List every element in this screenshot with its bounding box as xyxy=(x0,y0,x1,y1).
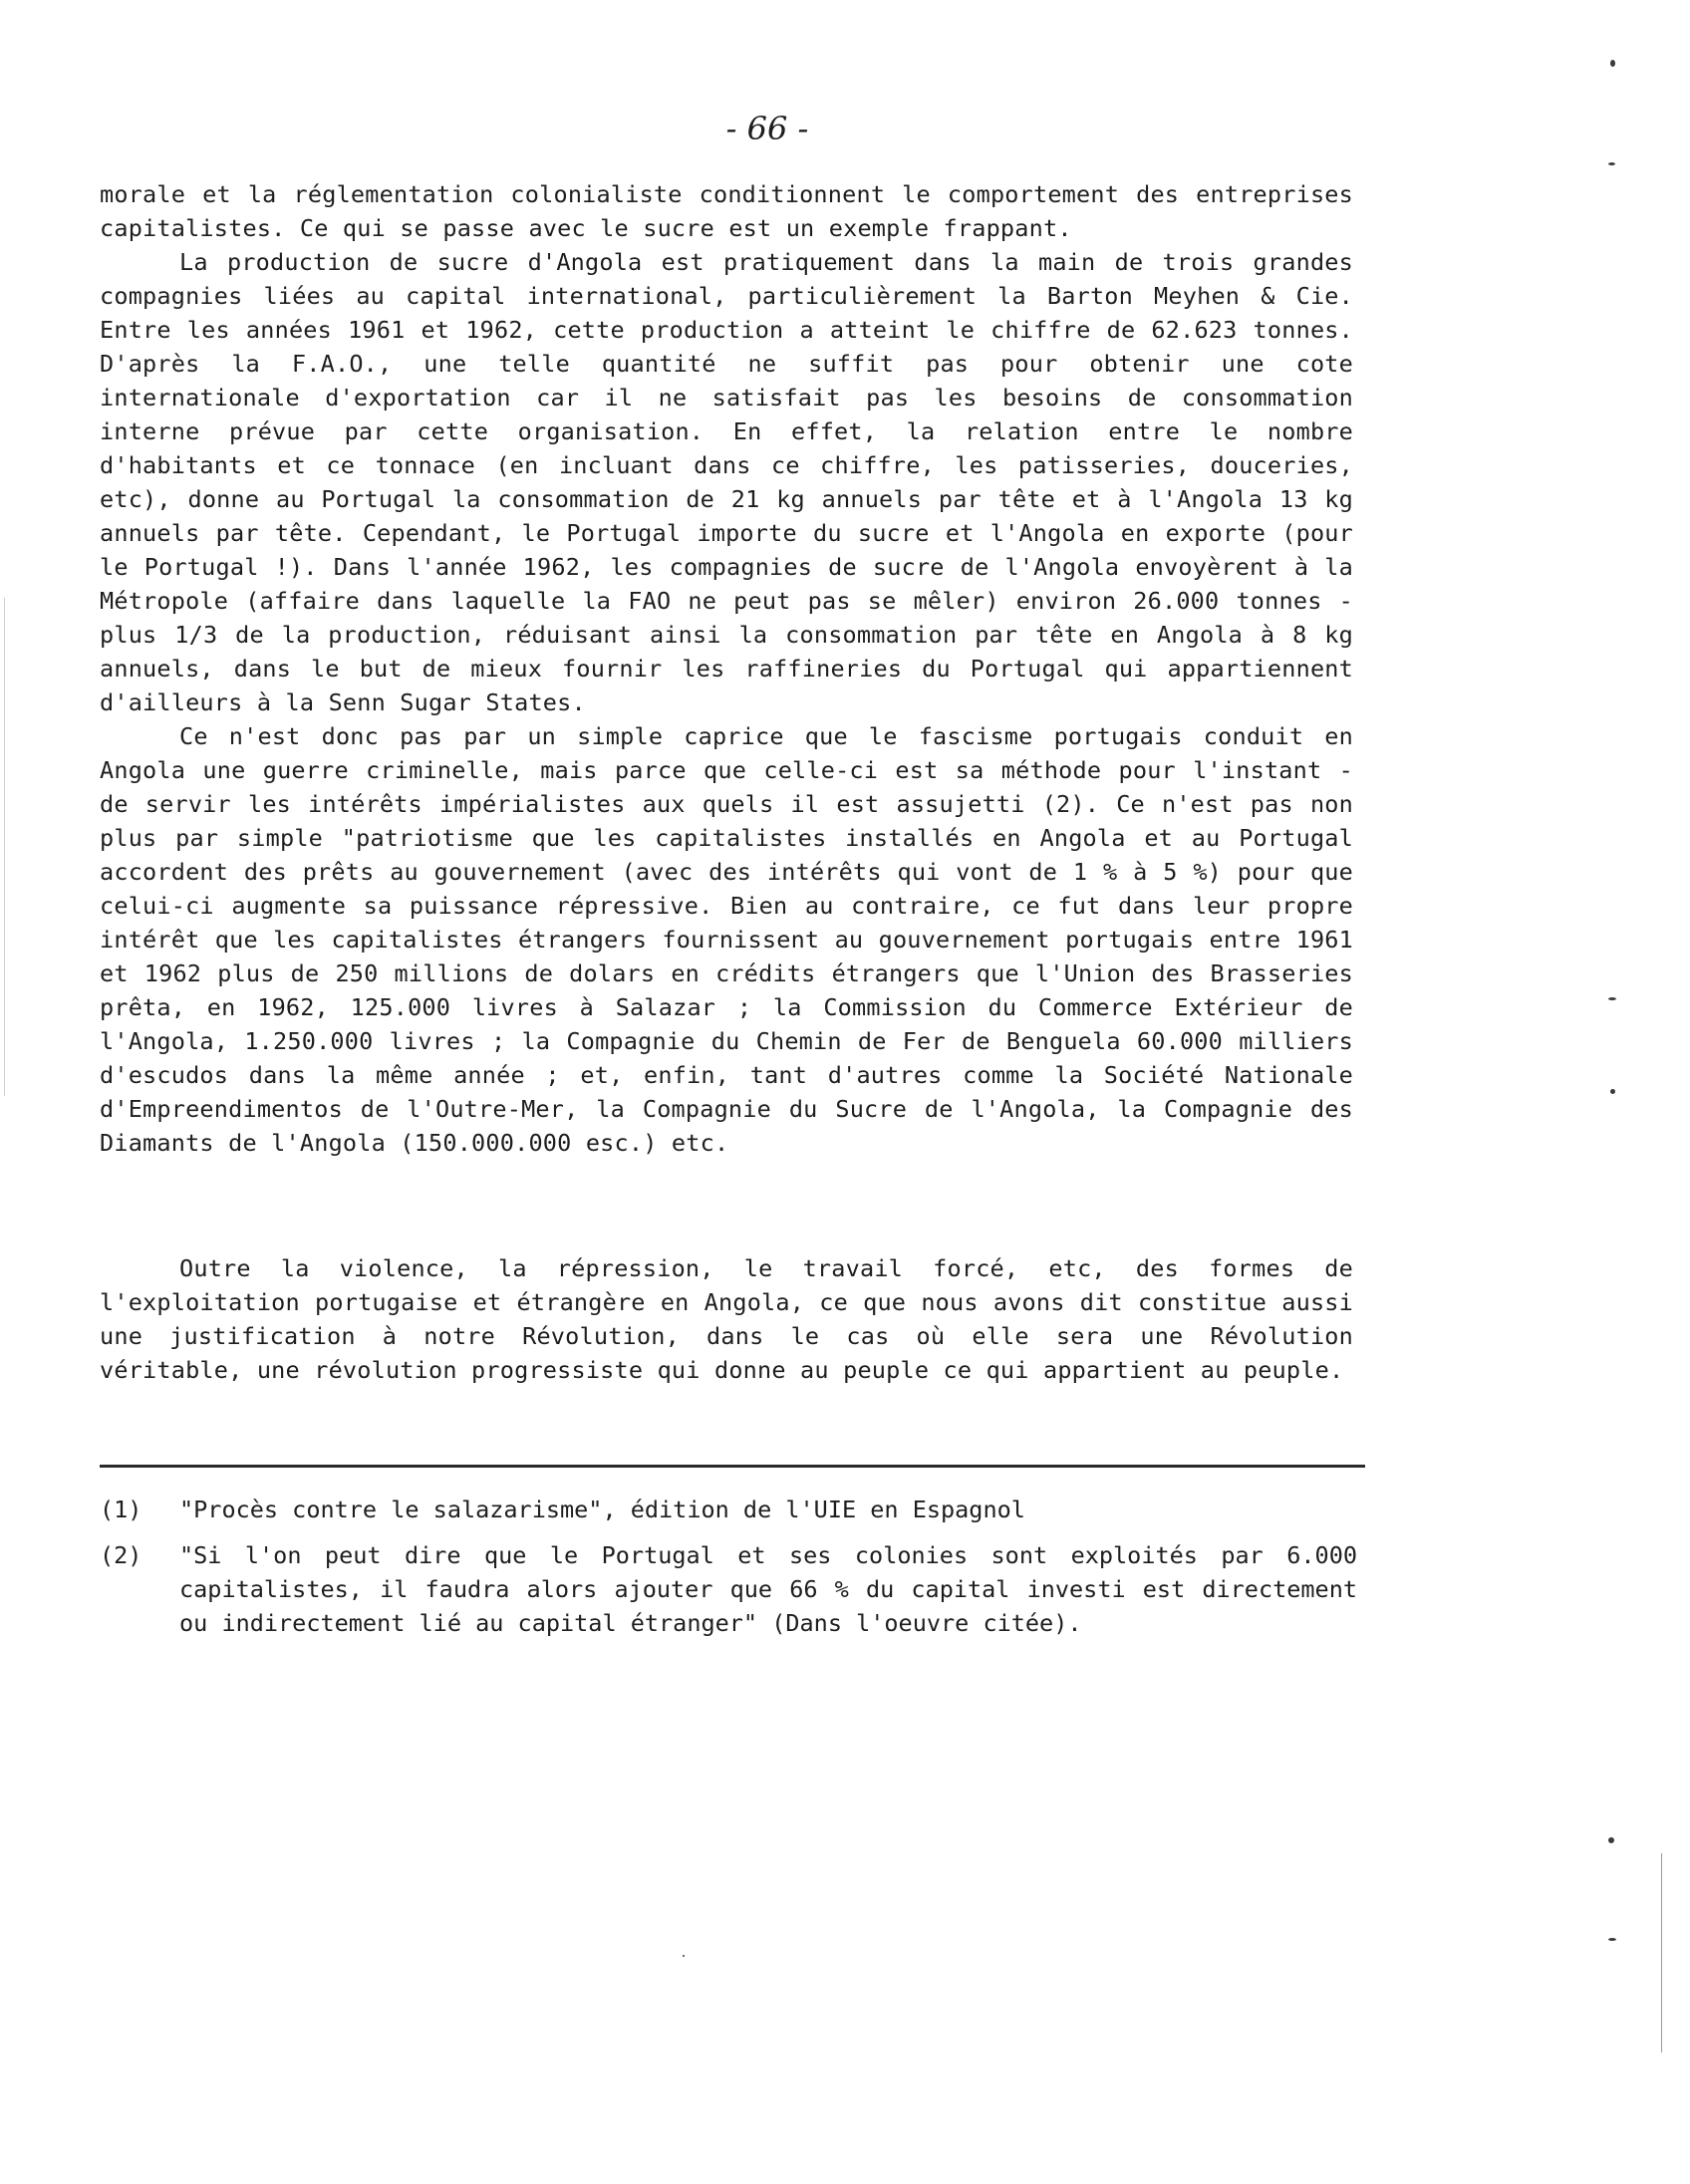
scan-edge-line xyxy=(4,598,5,1096)
scan-speck xyxy=(683,1955,685,1957)
paragraph: Outre la violence, la répression, le travail forcé, etc, des formes de l'exploitation portugaise et étrangère en Angola, ce que nous avons dit constitue aussi une justification à notre Révolution, dans le cas où elle sera une Révolution véritable, une révolution progressiste qui donne au peuple ce qui appartient au peuple. xyxy=(100,1254,1353,1384)
scan-edge-line xyxy=(1661,1853,1662,2052)
paragraph: morale et la réglementation colonialiste conditionnent le comportement des entreprises capitalistes. Ce qui se passe avec le sucre est un exemple frappant. xyxy=(100,180,1353,242)
footnote xyxy=(100,1538,1357,1640)
scan-speck xyxy=(1608,997,1616,1000)
scan-speck xyxy=(1610,60,1615,67)
footnotes xyxy=(100,1493,1357,1652)
scan-speck xyxy=(1608,1938,1616,1941)
scan-speck xyxy=(1608,162,1615,165)
page-number: - 66 - xyxy=(725,110,809,147)
body-text xyxy=(100,177,1353,1160)
paragraph: Ce n'est donc pas par un simple caprice que le fascisme portugais conduit en Angola une guerre criminelle, mais parce que celle-ci est sa méthode pour l'instant - de servir les intérêts impérialistes aux quels il est assujetti (2). Ce n'est pas non plus par simple "patriotisme que les capitalistes installés en Angola et au Portugal accordent des prêts au gouvernement (avec des intérêts qui vont de 1 % à 5 %) pour que celui-ci augmente sa puissance répressive. Bien au contraire, ce fut dans leur propre intérêt que les capitalistes étrangers fournissent au gouvernement portugais entre 1961 et 1962 plus de 250 millions de dolars en crédits étrangers que l'Union des Brasseries prêta, en 1962, 125.000 livres à Salazar ; la Commission du Commerce Extérieur de l'Angola, 1.250.000 livres ; la Compagnie du Chemin de Fer de Benguela 60.000 milliers d'escudos dans la même année ; et, enfin, tant d'autres comme la Société Nationale d'Empreendimentos de l'Outre-Mer, la Compagnie du Sucre de l'Angola, la Compagnie des Diamants de l'Angola (150.000.000 esc.) etc. xyxy=(100,722,1353,1157)
footnote-mark: (2) xyxy=(100,1541,142,1569)
footnote-mark: (1) xyxy=(100,1496,142,1523)
paragraph: La production de sucre d'Angola est pratiquement dans la main de trois grandes compagnies liées au capital international, particulièrement la Barton Meyhen & Cie. Entre les années 1961 et 1962, cette production a atteint le chiffre de 62.623 tonnes. D'après la F.A.O., une telle quantité ne suffit pas pour obtenir une cote internationale d'exportation car il ne satisfait pas les besoins de consommation interne prévue par cette organisation. En effet, la relation entre le nombre d'habitants et ce tonnace (en incluant dans ce chiffre, les patisseries, douceries, etc), donne au Portugal la consommation de 21 kg annuels par tête et à l'Angola 13 kg annuels par tête. Cependant, le Portugal importe du sucre et l'Angola en exporte (pour le Portugal !). Dans l'année 1962, les compagnies de sucre de l'Angola envoyèrent à la Métropole (affaire dans laquelle la FAO ne peut pas se mêler) environ 26.000 tonnes - plus 1/3 de la production, réduisant ainsi la consommation par tête en Angola à 8 kg annuels, dans le but de mieux fournir les raffineries du Portugal qui appartiennent d'ailleurs à la Senn Sugar States. xyxy=(100,248,1353,716)
scan-speck xyxy=(1608,1837,1614,1843)
body-text-continued xyxy=(100,1251,1353,1387)
footnote-text: "Si l'on peut dire que le Portugal et ses colonies sont exploités par 6.000 capitalistes, il faudra alors ajouter que 66 % du capital investi est directement ou indirectement lié au capital étranger" (Dans l'oeuvre citée). xyxy=(179,1541,1357,1637)
footnote-separator xyxy=(100,1465,1365,1468)
scan-speck xyxy=(1610,1089,1615,1094)
footnote xyxy=(100,1493,1357,1526)
footnote-text: "Procès contre le salazarisme", édition de l'UIE en Espagnol xyxy=(179,1496,1025,1523)
